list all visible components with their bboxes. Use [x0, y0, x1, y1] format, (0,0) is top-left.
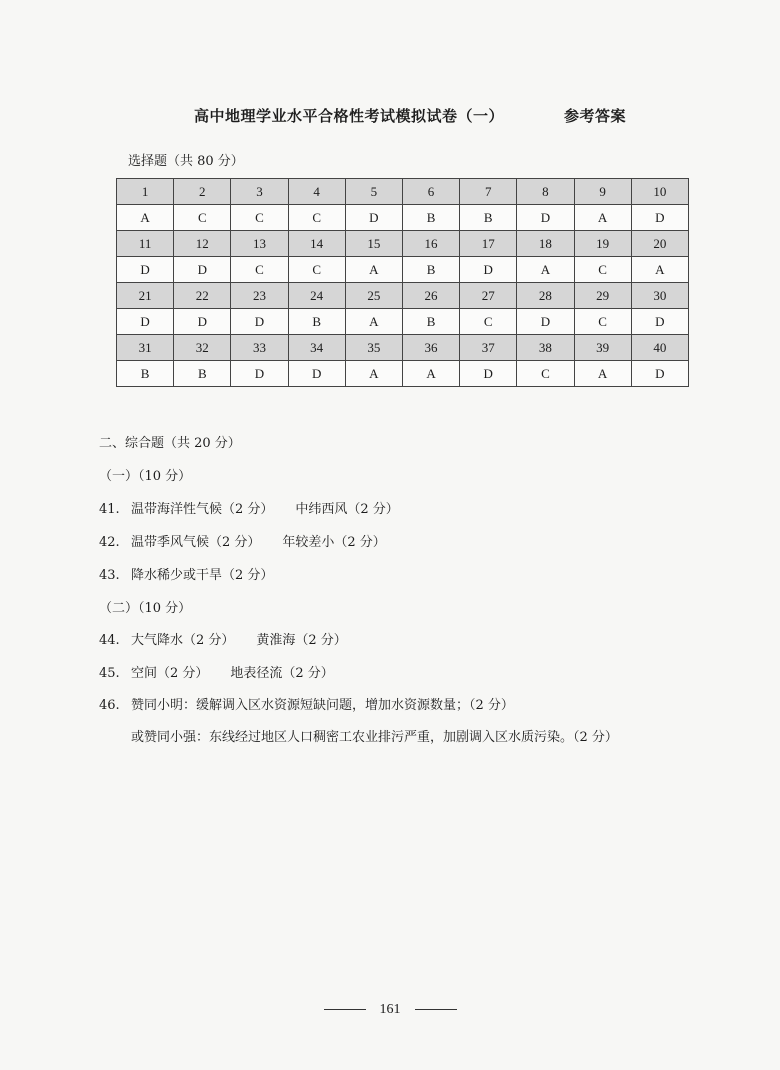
- question-number-cell: 3: [231, 179, 288, 205]
- question-number-cell: 32: [174, 335, 231, 361]
- answer-cell: C: [231, 257, 288, 283]
- answer-41: [99, 498, 399, 517]
- answer-43: [99, 564, 273, 583]
- answer-cell: D: [631, 361, 688, 387]
- question-number-cell: 22: [174, 283, 231, 309]
- question-number-cell: 37: [460, 335, 517, 361]
- question-number-cell: 7: [460, 179, 517, 205]
- footer-rule: [415, 1009, 457, 1010]
- question-number-row: [117, 179, 689, 205]
- answer-cell: C: [574, 257, 631, 283]
- question-number-cell: 38: [517, 335, 574, 361]
- question-number-cell: 12: [174, 231, 231, 257]
- question-number-cell: 28: [517, 283, 574, 309]
- exam-title: 高中地理学业水平合格性考试模拟试卷（一）: [193, 107, 504, 125]
- page-title: [0, 105, 780, 126]
- answer-cell: C: [288, 257, 345, 283]
- question-number-cell: 4: [288, 179, 345, 205]
- page-footer: [0, 1002, 780, 1018]
- question-number: 44.: [99, 633, 120, 648]
- answer-cell: D: [117, 257, 174, 283]
- question-number-cell: 8: [517, 179, 574, 205]
- answer-text: 中纬西风（2 分）: [295, 502, 399, 517]
- question-number-cell: 14: [288, 231, 345, 257]
- question-number-cell: 1: [117, 179, 174, 205]
- section1-heading: 选择题（共 80 分）: [128, 154, 244, 169]
- answer-table: [116, 178, 689, 387]
- question-number-cell: 26: [402, 283, 459, 309]
- answer-cell: C: [174, 205, 231, 231]
- question-number-cell: 27: [460, 283, 517, 309]
- answer-text: 温带季风气候（2 分）: [131, 535, 261, 550]
- answer-cell: A: [402, 361, 459, 387]
- answer-cell: B: [288, 309, 345, 335]
- question-number-cell: 34: [288, 335, 345, 361]
- answer-cell: A: [574, 205, 631, 231]
- question-number-cell: 36: [402, 335, 459, 361]
- answer-cell: C: [574, 309, 631, 335]
- page-number: 161: [379, 1002, 401, 1017]
- answer-cell: C: [460, 309, 517, 335]
- answer-text: 大气降水（2 分）: [131, 633, 235, 648]
- answer-text: 年较差小（2 分）: [282, 535, 386, 550]
- answer-46b: 或赞同小强：东线经过地区人口稠密工农业排污严重，加剧调入区水质污染。（2 分）: [131, 730, 618, 745]
- answer-cell: B: [174, 361, 231, 387]
- answer-cell: C: [231, 205, 288, 231]
- answer-cell: D: [517, 309, 574, 335]
- answer-cell: D: [174, 257, 231, 283]
- answer-cell: C: [288, 205, 345, 231]
- question-number-cell: 19: [574, 231, 631, 257]
- answer-cell: A: [117, 205, 174, 231]
- question-number-cell: 13: [231, 231, 288, 257]
- question-number-cell: 31: [117, 335, 174, 361]
- answer-row: [117, 309, 689, 335]
- answer-cell: D: [174, 309, 231, 335]
- question-number-cell: 15: [345, 231, 402, 257]
- question-number-cell: 30: [631, 283, 688, 309]
- answer-row: [117, 361, 689, 387]
- question-number-cell: 2: [174, 179, 231, 205]
- section2-heading: 二、综合题（共 20 分）: [99, 436, 241, 451]
- question-number-cell: 21: [117, 283, 174, 309]
- answer-text: 降水稀少或干旱（2 分）: [131, 568, 274, 583]
- part2-heading: （二）（10 分）: [99, 601, 192, 616]
- question-number-cell: 35: [345, 335, 402, 361]
- question-number: 46.: [99, 698, 120, 713]
- question-number-cell: 9: [574, 179, 631, 205]
- answer-cell: A: [345, 309, 402, 335]
- answer-cell: D: [231, 361, 288, 387]
- answer-cell: A: [631, 257, 688, 283]
- answer-cell: D: [231, 309, 288, 335]
- question-number-cell: 20: [631, 231, 688, 257]
- answer-row: [117, 205, 689, 231]
- answer-key-label: 参考答案: [564, 107, 627, 125]
- question-number-cell: 24: [288, 283, 345, 309]
- question-number-cell: 40: [631, 335, 688, 361]
- answer-cell: B: [402, 257, 459, 283]
- question-number: 43.: [99, 568, 120, 583]
- question-number-cell: 17: [460, 231, 517, 257]
- answer-cell: B: [117, 361, 174, 387]
- answer-cell: D: [288, 361, 345, 387]
- answer-cell: A: [574, 361, 631, 387]
- answer-cell: A: [345, 257, 402, 283]
- part1-heading: （一）（10 分）: [99, 469, 192, 484]
- answer-46a: [99, 694, 514, 713]
- question-number-cell: 10: [631, 179, 688, 205]
- answer-45: [99, 662, 334, 681]
- question-number-cell: 39: [574, 335, 631, 361]
- question-number-cell: 18: [517, 231, 574, 257]
- question-number: 45.: [99, 666, 120, 681]
- answer-cell: A: [517, 257, 574, 283]
- answer-cell: D: [460, 257, 517, 283]
- footer-rule: [324, 1009, 366, 1010]
- answer-cell: D: [117, 309, 174, 335]
- answer-text: 黄淮海（2 分）: [256, 633, 347, 648]
- question-number-cell: 29: [574, 283, 631, 309]
- answer-text: 赞同小明：缓解调入区水资源短缺问题，增加水资源数量；（2 分）: [131, 698, 514, 713]
- answer-cell: B: [460, 205, 517, 231]
- question-number: 42.: [99, 535, 120, 550]
- answer-cell: D: [631, 309, 688, 335]
- question-number-cell: 11: [117, 231, 174, 257]
- question-number: 41.: [99, 502, 120, 517]
- answer-text: 地表径流（2 分）: [230, 666, 334, 681]
- answer-cell: B: [402, 309, 459, 335]
- answer-cell: D: [631, 205, 688, 231]
- question-number-cell: 5: [345, 179, 402, 205]
- answer-cell: D: [517, 205, 574, 231]
- question-number-cell: 25: [345, 283, 402, 309]
- answer-cell: C: [517, 361, 574, 387]
- question-number-row: [117, 283, 689, 309]
- answer-text: 空间（2 分）: [131, 666, 209, 681]
- question-number-cell: 16: [402, 231, 459, 257]
- answer-cell: D: [345, 205, 402, 231]
- answer-row: [117, 257, 689, 283]
- answer-42: [99, 531, 386, 550]
- answer-cell: B: [402, 205, 459, 231]
- answer-cell: D: [460, 361, 517, 387]
- answer-text: 温带海洋性气候（2 分）: [131, 502, 274, 517]
- question-number-row: [117, 335, 689, 361]
- answer-44: [99, 629, 347, 648]
- question-number-cell: 6: [402, 179, 459, 205]
- answer-cell: A: [345, 361, 402, 387]
- question-number-row: [117, 231, 689, 257]
- question-number-cell: 23: [231, 283, 288, 309]
- question-number-cell: 33: [231, 335, 288, 361]
